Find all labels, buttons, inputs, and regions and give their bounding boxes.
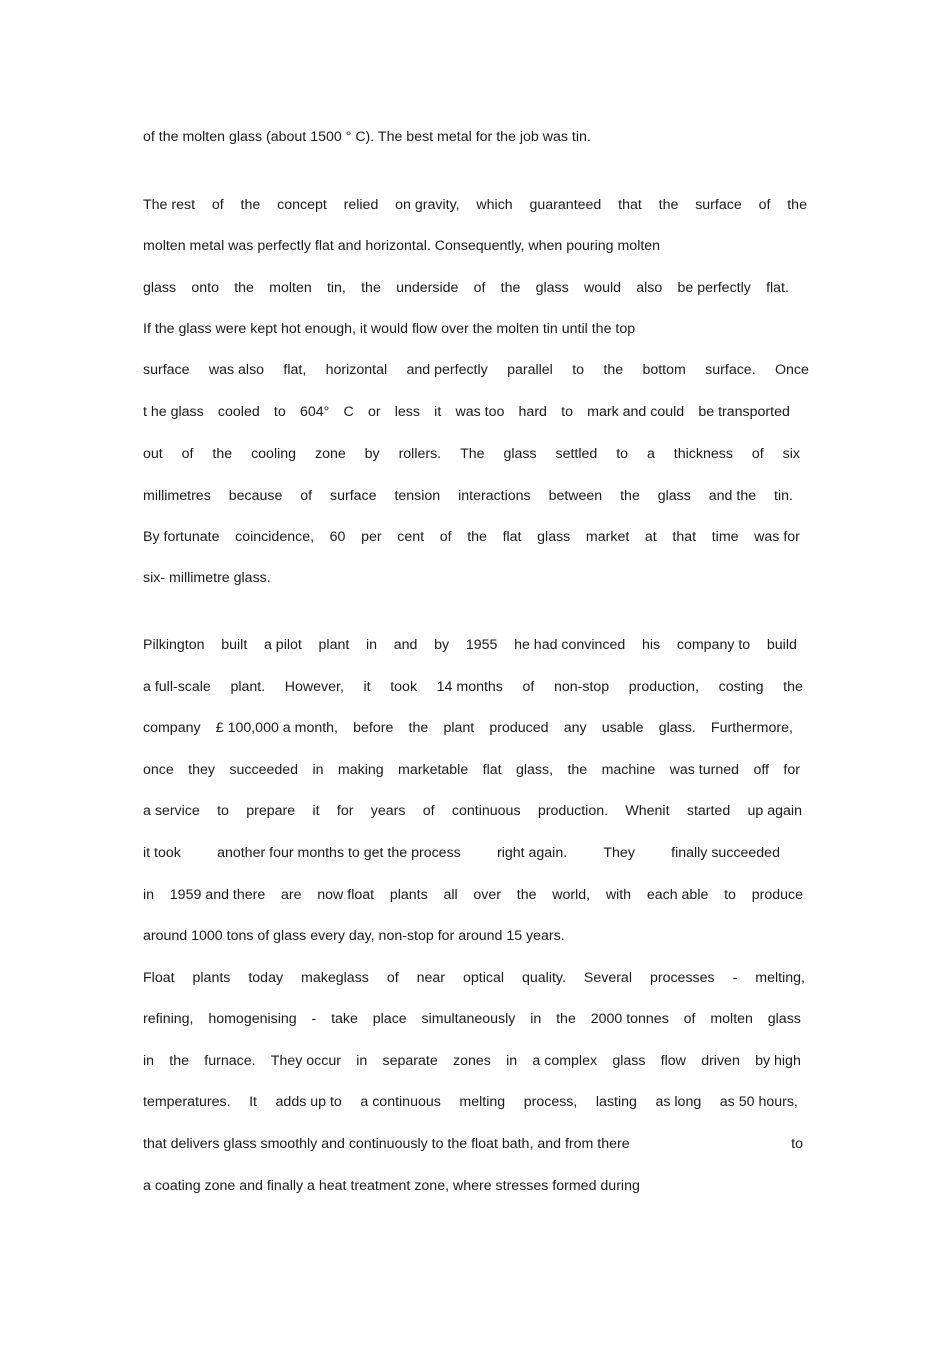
text-word: of (751, 446, 764, 462)
text-word: of (473, 280, 486, 296)
text-word: coincidence, (235, 529, 315, 545)
text-word: Once (774, 362, 809, 378)
text-word: built (221, 637, 248, 653)
text-word: glass (143, 280, 177, 296)
text-line: of the molten glass (about 1500 ° C). The best metal for the job was tin. (143, 129, 591, 145)
text-word: simultaneously (421, 1011, 516, 1027)
text-word: refining, (143, 1011, 194, 1027)
text-word: It (249, 1094, 257, 1110)
text-word: the (658, 197, 679, 213)
text-word: that (672, 529, 697, 545)
text-word: it took (143, 845, 181, 861)
text-word: quality. (522, 970, 566, 986)
text-word: for (336, 803, 354, 819)
text-word: horizontal (325, 362, 388, 378)
text-word: per (361, 529, 382, 545)
text-word: cooling (251, 446, 297, 462)
text-word: and perfectly (406, 362, 488, 378)
text-word: glass (535, 280, 569, 296)
text-line-justified (143, 1010, 801, 1028)
text-word: interactions (458, 488, 531, 504)
text-word: for (783, 762, 800, 778)
text-line-justified (143, 844, 780, 862)
text-word: 604° (299, 404, 330, 420)
text-word: in (312, 762, 324, 778)
text-word: to (791, 1136, 803, 1152)
text-word: molten (710, 1011, 753, 1027)
text-word: lasting (595, 1094, 637, 1110)
text-word: - (311, 1011, 317, 1027)
text-word: making (337, 762, 384, 778)
text-word: in (143, 1053, 155, 1069)
text-word: They (603, 845, 635, 861)
text-word: the (783, 679, 803, 695)
text-word: up again (747, 803, 802, 819)
text-word: flat. (766, 280, 789, 296)
text-word: hard (518, 404, 547, 420)
text-word: processes (649, 970, 715, 986)
text-word: zones (453, 1053, 491, 1069)
text-word: as long (655, 1094, 702, 1110)
text-word: adds up to (275, 1094, 342, 1110)
text-word: flat (502, 529, 522, 545)
text-word: produced (489, 720, 549, 736)
text-word: be transported (698, 404, 790, 420)
text-word: six (782, 446, 800, 462)
text-word: of (522, 679, 535, 695)
text-word: plants (389, 887, 428, 903)
text-word: the (556, 1011, 576, 1027)
text-word: to (561, 404, 573, 420)
text-word: 14 months (436, 679, 503, 695)
text-word: underside (396, 280, 459, 296)
text-word: production, (628, 679, 699, 695)
text-word: his (642, 637, 661, 653)
text-word: the (169, 1053, 190, 1069)
text-word: was too (455, 404, 505, 420)
text-word: today (248, 970, 284, 986)
text-word: a continuous (360, 1094, 441, 1110)
text-word: it (363, 679, 371, 695)
text-word: Several (583, 970, 632, 986)
text-line-justified (143, 528, 800, 546)
text-word: homogenising (208, 1011, 297, 1027)
text-line-justified (143, 196, 807, 214)
text-word: molten (269, 280, 312, 296)
text-word: Float (143, 970, 175, 986)
text-word: was for (754, 529, 800, 545)
text-word: because (228, 488, 283, 504)
text-word: each able (646, 887, 709, 903)
text-word: and (393, 637, 418, 653)
text-word: market (585, 529, 630, 545)
text-word: They occur (270, 1053, 341, 1069)
text-word: be perfectly (677, 280, 751, 296)
text-word: production. (537, 803, 609, 819)
text-word: a full-scale (143, 679, 211, 695)
text-word: to (616, 446, 629, 462)
text-word: as 50 hours, (719, 1094, 798, 1110)
text-word: glass (503, 446, 537, 462)
text-line: around 1000 tons of glass every day, non-stop for around 15 years. (143, 928, 565, 944)
text-word: plant. (230, 679, 266, 695)
text-word: or (367, 404, 381, 420)
text-word: that (618, 197, 642, 213)
text-word: melting (459, 1094, 506, 1110)
text-word: 60 (329, 529, 346, 545)
text-word: plant (443, 720, 475, 736)
text-word: t he glass (143, 404, 204, 420)
text-word: zone (314, 446, 346, 462)
text-word: optical (463, 970, 505, 986)
text-word: melting, (755, 970, 805, 986)
text-word: to (724, 887, 736, 903)
text-word: tin, (326, 280, 346, 296)
text-word: glass (537, 529, 571, 545)
text-word: the (603, 362, 624, 378)
text-word: relied (343, 197, 379, 213)
text-word: surface (330, 488, 377, 504)
text-line-justified (143, 886, 803, 904)
text-line-justified (143, 1052, 801, 1070)
text-line-justified (143, 761, 800, 779)
text-word: are (281, 887, 302, 903)
text-word: glass (767, 1011, 801, 1027)
text-word: concept (277, 197, 327, 213)
text-word: flat (482, 762, 502, 778)
text-word: would (583, 280, 622, 296)
text-word: prepare (246, 803, 296, 819)
text-word: Furthermore, (710, 720, 793, 736)
text-word: company (143, 720, 201, 736)
text-word: by (364, 446, 380, 462)
text-line-justified (143, 802, 802, 820)
text-word: the (212, 446, 233, 462)
text-word: a (646, 446, 655, 462)
text-word: finally succeeded (671, 845, 780, 861)
text-word: glass (612, 1053, 646, 1069)
text-word: guaranteed (529, 197, 602, 213)
text-line-justified (143, 636, 797, 654)
text-word: plant (318, 637, 350, 653)
text-line-justified (143, 445, 800, 463)
text-word: rollers. (398, 446, 442, 462)
text-word: a service (143, 803, 200, 819)
text-word: - (732, 970, 738, 986)
text-word: the (234, 280, 254, 296)
text-word: before (353, 720, 394, 736)
text-word: the (620, 488, 640, 504)
text-word: a pilot (263, 637, 302, 653)
text-word: Pilkington (143, 637, 205, 653)
text-word: to (273, 404, 286, 420)
text-word: which (476, 197, 513, 213)
text-word: onto (191, 280, 219, 296)
text-line-justified (143, 719, 793, 737)
text-word: continuous (451, 803, 521, 819)
text-word: of (422, 803, 435, 819)
text-line: a coating zone and finally a heat treatment zone, where stresses formed during (143, 1178, 640, 1194)
text-word: flat, (283, 362, 307, 378)
text-line-justified (143, 487, 793, 505)
text-word: a complex (532, 1053, 598, 1069)
text-word: any (563, 720, 587, 736)
text-word: in (356, 1053, 368, 1069)
text-word: 1959 and there (169, 887, 266, 903)
text-word: on gravity, (395, 197, 460, 213)
text-word: now float (317, 887, 375, 903)
text-word: the (500, 280, 521, 296)
text-word: temperatures. (143, 1094, 231, 1110)
text-line-justified (143, 361, 809, 379)
text-word: near (416, 970, 446, 986)
text-word: he had convinced (514, 637, 626, 653)
text-word: of (439, 529, 452, 545)
text-word: world, (552, 887, 591, 903)
text-word: of (181, 446, 194, 462)
text-word: in (366, 637, 378, 653)
text-word: bottom (642, 362, 686, 378)
text-word: separate (382, 1053, 438, 1069)
text-word: took (390, 679, 418, 695)
text-word: glass. (658, 720, 696, 736)
text-word: by high (755, 1053, 801, 1069)
text-word: years (370, 803, 406, 819)
text-word: the (361, 280, 381, 296)
text-word: C (343, 404, 354, 420)
text-word: and the (708, 488, 757, 504)
text-word: cooled (217, 404, 260, 420)
text-word: of (211, 197, 224, 213)
text-word: The (460, 446, 485, 462)
text-word: time (711, 529, 739, 545)
text-line: molten metal was perfectly flat and horizontal. Consequently, when pouring molten (143, 238, 661, 254)
text-word: cent (397, 529, 425, 545)
text-word: the (408, 720, 429, 736)
text-line-justified (143, 969, 805, 987)
text-word: The rest (143, 197, 196, 213)
text-word: glass, (515, 762, 554, 778)
text-word: tension (394, 488, 441, 504)
text-word: of (300, 488, 313, 504)
text-word: Whenit (625, 803, 670, 819)
text-word: plants (192, 970, 231, 986)
text-word: £ 100,000 a month, (215, 720, 338, 736)
text-word: process, (523, 1094, 578, 1110)
text-word: it (312, 803, 320, 819)
text-word: started (686, 803, 731, 819)
text-word: the (567, 762, 588, 778)
text-word: to (572, 362, 585, 378)
text-word: take (331, 1011, 358, 1027)
text-word: was also (208, 362, 265, 378)
text-word: millimetres (143, 488, 211, 504)
text-word: the (516, 887, 537, 903)
text-word: settled (555, 446, 598, 462)
text-word: non-stop (553, 679, 610, 695)
text-word: once (143, 762, 174, 778)
text-word: build (766, 637, 797, 653)
text-word: between (548, 488, 603, 504)
text-line-justified (143, 279, 789, 297)
text-word: usable (601, 720, 644, 736)
text-word: surface (695, 197, 742, 213)
text-line: If the glass were kept hot enough, it would flow over the molten tin until the top (143, 321, 636, 337)
text-word: 2000 tonnes (590, 1011, 669, 1027)
text-word: furnace. (204, 1053, 256, 1069)
text-word: surface. (705, 362, 756, 378)
text-word: they (188, 762, 215, 778)
text-word: driven (701, 1053, 740, 1069)
text-word: over (473, 887, 501, 903)
text-line-justified (143, 1093, 798, 1111)
text-line-justified (143, 678, 803, 696)
text-word: off (753, 762, 769, 778)
text-line: six- millimetre glass. (143, 570, 271, 586)
text-word: out (143, 446, 163, 462)
text-word: costing (718, 679, 764, 695)
text-word: with (605, 887, 632, 903)
text-word: at (644, 529, 657, 545)
text-word: flow (660, 1053, 686, 1069)
text-word: thickness (673, 446, 733, 462)
text-word: surface (143, 362, 190, 378)
text-word: glass (657, 488, 691, 504)
text-word: marketable (398, 762, 469, 778)
text-word: 1955 (465, 637, 498, 653)
text-word: the (467, 529, 487, 545)
text-word: succeeded (229, 762, 299, 778)
text-word: in (143, 887, 155, 903)
text-word: another four months to get the process (217, 845, 461, 861)
text-word: makeglass (301, 970, 369, 986)
text-word: machine (601, 762, 656, 778)
text-word: By fortunate (143, 529, 220, 545)
text-word: company to (676, 637, 751, 653)
text-word: right again. (496, 845, 568, 861)
text-word: by (434, 637, 450, 653)
text-word: produce (751, 887, 803, 903)
text-word: mark and could (587, 404, 685, 420)
text-word: also (636, 280, 663, 296)
text-word: the (787, 197, 807, 213)
text-word: However, (284, 679, 344, 695)
text-word: to (217, 803, 229, 819)
text-word: place (372, 1011, 407, 1027)
text-word: of (758, 197, 771, 213)
text-word: of (683, 1011, 696, 1027)
text-word: all (443, 887, 458, 903)
text-word: it (434, 404, 442, 420)
text-word: in (530, 1011, 542, 1027)
text-word: tin. (774, 488, 793, 504)
text-line-justified (143, 403, 790, 421)
text-word: that delivers glass smoothly and continuously to the float bath, and from there (143, 1136, 630, 1152)
text-word: of (386, 970, 399, 986)
text-line-justified (143, 1135, 803, 1153)
text-word: in (506, 1053, 518, 1069)
text-word: less (394, 404, 420, 420)
text-word: the (240, 197, 261, 213)
text-word: parallel (507, 362, 553, 378)
text-word: was turned (669, 762, 740, 778)
